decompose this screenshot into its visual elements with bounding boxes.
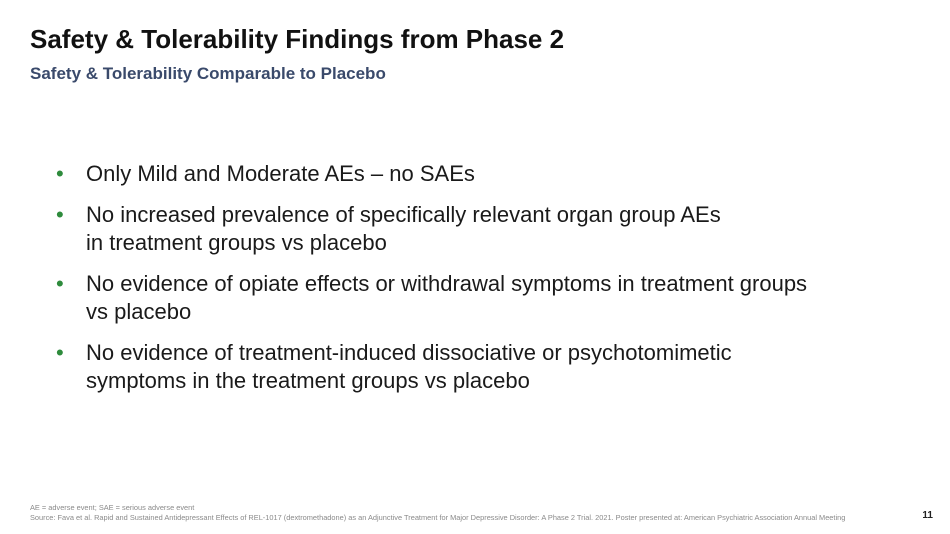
bullet-line: Only Mild and Moderate AEs – no SAEs <box>86 161 475 186</box>
page-number: 11 <box>922 510 933 521</box>
bullet-dot-icon: • <box>56 271 64 296</box>
footnote-abbreviations: AE = adverse event; SAE = serious adverse event <box>30 503 195 512</box>
bullet-dot-icon: • <box>56 202 64 227</box>
footnote-block <box>30 503 845 523</box>
footnote-source: Source: Fava et al. Rapid and Sustained Antidepressant Effects of REL-1017 (dextromethadone) as an Adjunctive Treatment for Major Depressive Disorder: A Phase 2 Trial. 2021. Poster presented at: American Psychiatric Association Annual Meeting <box>30 513 846 522</box>
bullet-line: No evidence of treatment-induced dissociative or psychotomimetic <box>86 340 732 365</box>
slide-title: Safety & Tolerability Findings from Phase 2 <box>30 24 565 54</box>
bullet-line: in treatment groups vs placebo <box>86 230 387 255</box>
bullet-text <box>86 270 807 326</box>
bullet-item <box>56 270 916 326</box>
bullet-item <box>56 160 916 188</box>
bullet-text <box>86 339 732 395</box>
slide-subtitle: Safety & Tolerability Comparable to Placebo <box>30 64 386 83</box>
bullet-text <box>86 160 475 188</box>
bullet-line: No evidence of opiate effects or withdrawal symptoms in treatment groups <box>86 271 808 296</box>
bullet-line: symptoms in the treatment groups vs placebo <box>86 368 530 393</box>
bullet-list <box>56 160 916 408</box>
bullet-text <box>86 201 721 257</box>
bullet-dot-icon: • <box>56 161 64 186</box>
bullet-item <box>56 201 916 257</box>
bullet-line: No increased prevalence of specifically relevant organ group AEs <box>86 202 721 227</box>
bullet-item <box>56 339 916 395</box>
bullet-dot-icon: • <box>56 340 64 365</box>
bullet-line: vs placebo <box>86 299 192 324</box>
